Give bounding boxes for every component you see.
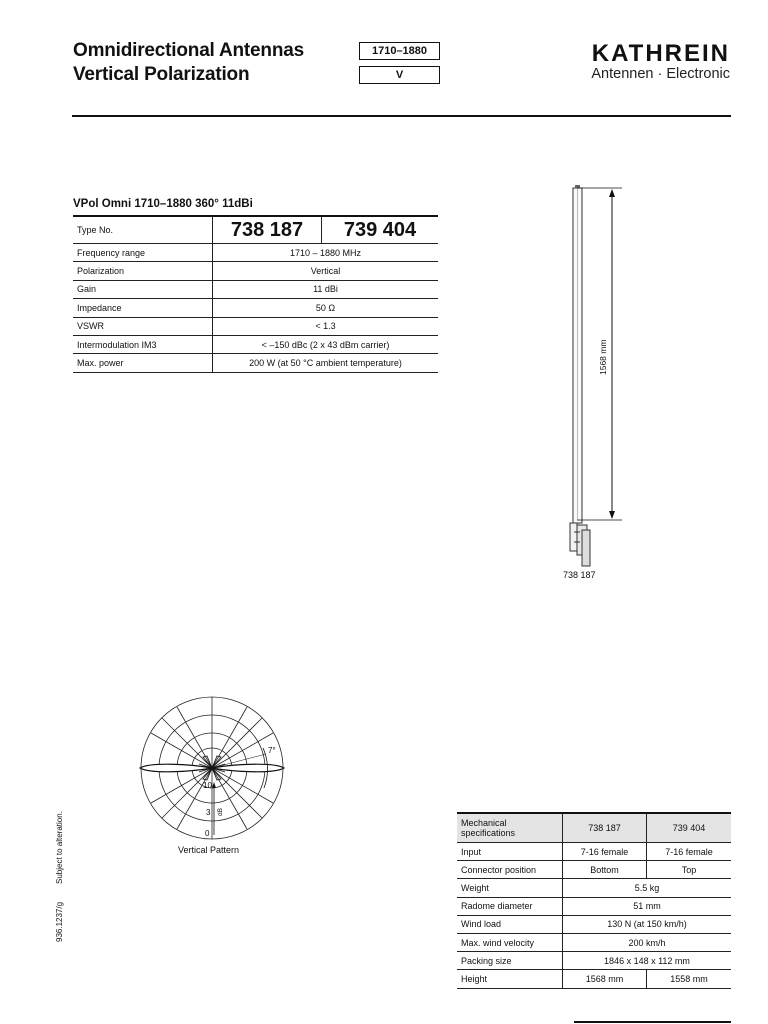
row-value: 1710 – 1880 MHz [213, 244, 439, 262]
row-label: VSWR [73, 317, 213, 335]
row-label: Input [457, 843, 563, 861]
mounting-clamp [570, 523, 577, 551]
page-title-line-2: Vertical Polarization [73, 64, 250, 85]
electrical-spec-table [73, 215, 438, 373]
row-value: 1846 x 148 x 112 mm [563, 952, 732, 970]
table-row [457, 813, 731, 843]
table-row [457, 843, 731, 861]
row-value-a: 1568 mm [563, 970, 647, 988]
row-value-a: Bottom [563, 861, 647, 879]
row-label: Max. power [73, 354, 213, 372]
table-row [457, 970, 731, 988]
row-label: Connector position [457, 861, 563, 879]
row-label: Max. wind velocity [457, 933, 563, 951]
row-value: < 1.3 [213, 317, 439, 335]
row-label: Impedance [73, 299, 213, 317]
mech-col-a: 738 187 [563, 813, 647, 843]
row-value: 50 Ω [213, 299, 439, 317]
row-label: Frequency range [73, 244, 213, 262]
table-row [457, 879, 731, 897]
row-value: 51 mm [563, 897, 732, 915]
vertical-pattern-diagram [135, 692, 295, 842]
row-label: Gain [73, 280, 213, 298]
table-row [457, 952, 731, 970]
footer-divider [574, 1021, 731, 1023]
antenna-length-label: 1568 mm [598, 339, 608, 375]
brand-subtitle: Antennen · Electronic [591, 66, 730, 82]
table-row [73, 262, 438, 280]
table-row [73, 317, 438, 335]
type-no-a: 738 187 [213, 216, 322, 244]
antenna-drawing [550, 180, 630, 570]
row-value-b: 7-16 female [647, 843, 732, 861]
table-row [73, 244, 438, 262]
header-divider [72, 115, 731, 117]
row-value: Vertical [213, 262, 439, 280]
table-row [73, 216, 438, 244]
antenna-caption: 738 187 [563, 570, 596, 580]
type-no-label: Type No. [73, 216, 213, 244]
row-value: 130 N (at 150 km/h) [563, 915, 732, 933]
row-label: Height [457, 970, 563, 988]
alteration-note: Subject to alteration. [55, 811, 64, 884]
db-unit-label: dB [217, 808, 224, 816]
row-value-a: 7-16 female [563, 843, 647, 861]
table-row [457, 897, 731, 915]
table-row [457, 933, 731, 951]
table-row [73, 299, 438, 317]
page-title-line-1: Omnidirectional Antennas [73, 40, 304, 61]
spec-title: VPol Omni 1710–1880 360° 11dBi [73, 198, 253, 210]
row-value: 5.5 kg [563, 879, 732, 897]
mechanical-spec-table [457, 812, 731, 989]
beamwidth-label: 7° [268, 746, 276, 755]
type-no-b: 739 404 [322, 216, 439, 244]
scale-label-10: 10 [203, 781, 212, 790]
document-number: 936.1237/g [55, 901, 64, 942]
row-label: Polarization [73, 262, 213, 280]
row-value: 200 W (at 50 °C ambient temperature) [213, 354, 439, 372]
row-value-b: 1558 mm [647, 970, 732, 988]
row-label: Radome diameter [457, 897, 563, 915]
row-value: 11 dBi [213, 280, 439, 298]
scale-label-0: 0 [205, 829, 210, 838]
row-label: Packing size [457, 952, 563, 970]
mech-header-label: Mechanical specifications [457, 813, 563, 843]
antenna-cap [575, 185, 580, 188]
row-label: Weight [457, 879, 563, 897]
frequency-band-tag: 1710–1880 [359, 42, 440, 60]
brand-logo: KATHREIN [591, 40, 730, 67]
mast [582, 530, 590, 566]
table-row [457, 861, 731, 879]
scale-label-3: 3 [206, 808, 211, 817]
table-row [73, 354, 438, 372]
row-label: Wind load [457, 915, 563, 933]
row-value-b: Top [647, 861, 732, 879]
row-value: < –150 dBc (2 x 43 dBm carrier) [213, 335, 439, 353]
table-row [457, 915, 731, 933]
polarization-tag: V [359, 66, 440, 84]
row-label: Intermodulation IM3 [73, 335, 213, 353]
pattern-caption: Vertical Pattern [178, 845, 240, 855]
mech-col-b: 739 404 [647, 813, 732, 843]
table-row [73, 280, 438, 298]
table-row [73, 335, 438, 353]
row-value: 200 km/h [563, 933, 732, 951]
